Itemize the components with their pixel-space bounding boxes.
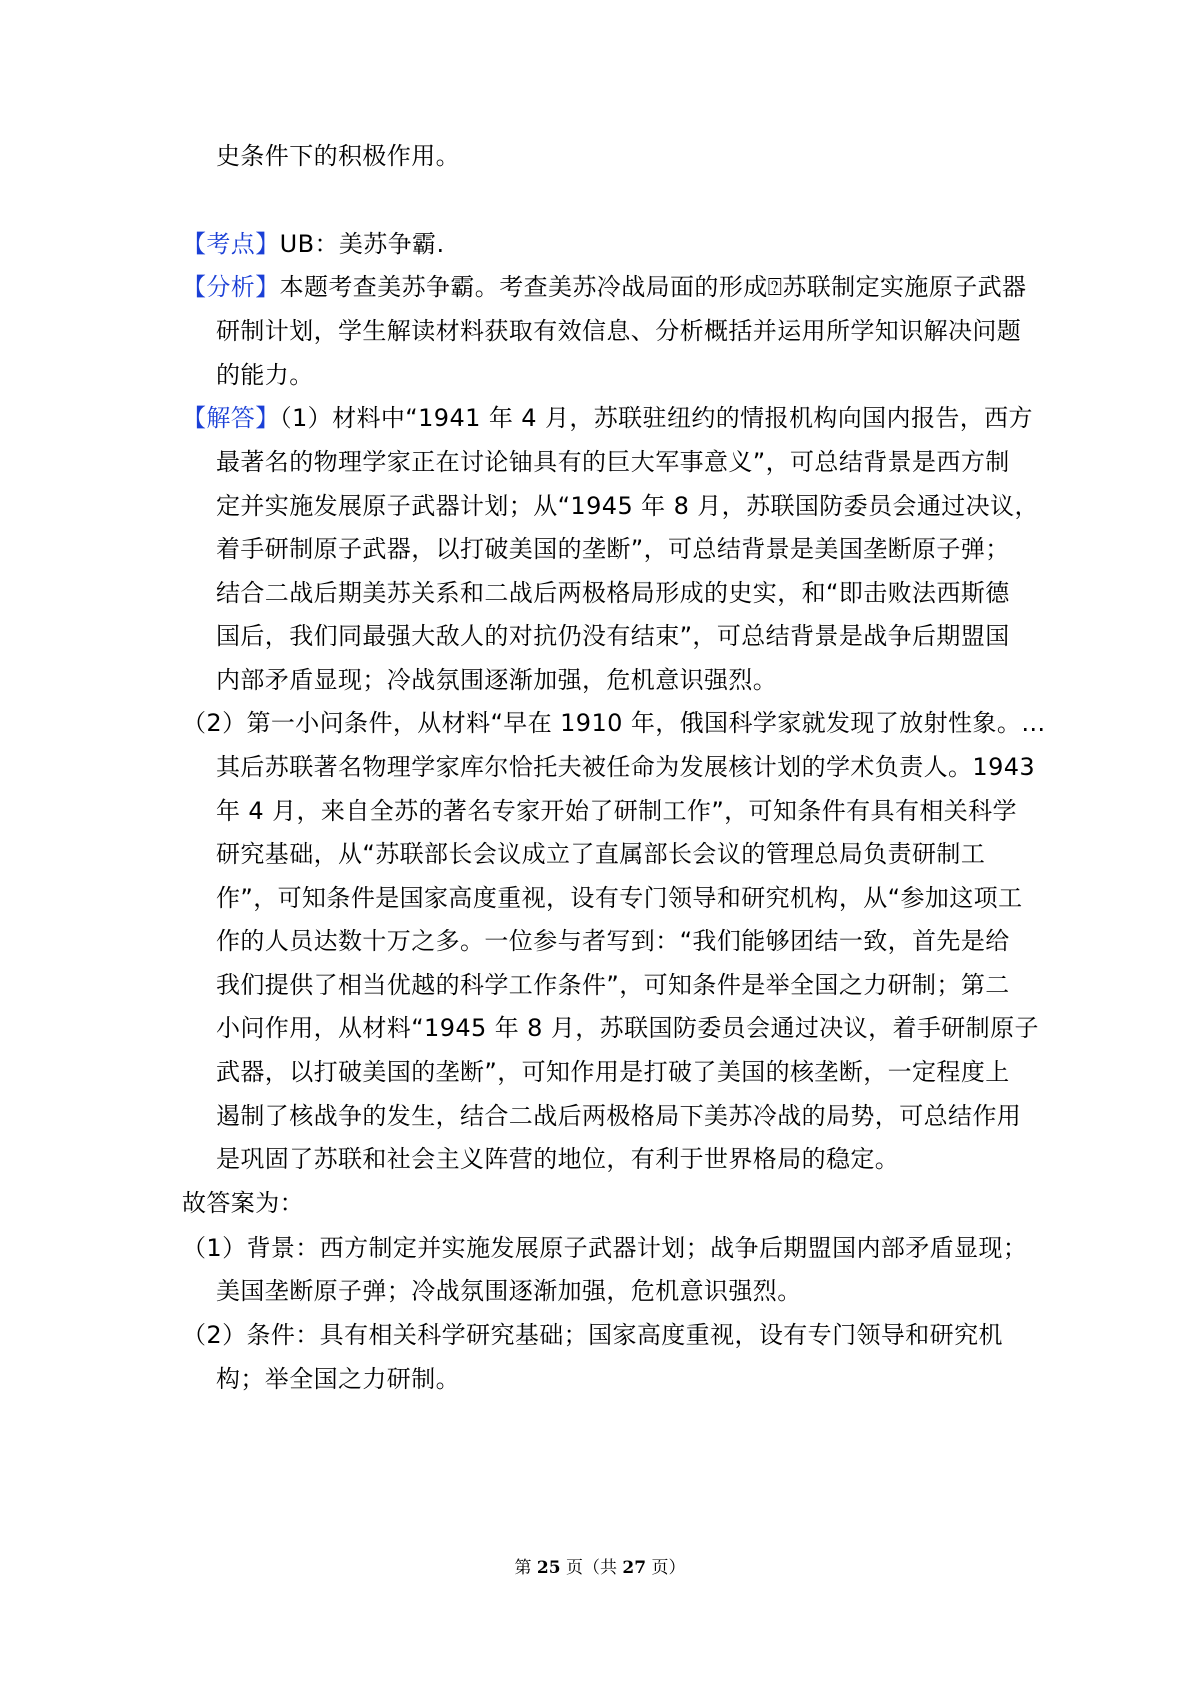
answer-intro: 故答案为： — [182, 1189, 304, 1217]
part2-line-9: 武器，以打破美国的垄断”，可知作用是打破了美国的核垄断，一定程度上 — [216, 1058, 1010, 1086]
answer2-line-2: 构；举全国之力研制。 — [216, 1365, 460, 1393]
jieda-line-5: 结合二战后期美苏关系和二战后两极格局形成的史实，和“即击败法西斯德 — [216, 579, 1010, 607]
footer-total-pages: 27 — [622, 1558, 647, 1578]
jieda-line-3: 定并实施发展原子武器计划；从“1945 年 8 月，苏联国防委员会通过决议， — [216, 492, 1039, 520]
footer-middle: 页（共 — [560, 1558, 623, 1578]
jieda-line-2: 最著名的物理学家正在讨论铀具有的巨大军事意义”，可总结背景是西方制 — [216, 448, 1010, 476]
jieda-text-1: （1）材料中“1941 年 4 月，苏联驻纽约的情报机构向国内报告，西方 — [279, 404, 1033, 432]
footer-page-number: 25 — [536, 1558, 561, 1578]
kaodian-text: UB：美苏争霸. — [279, 230, 445, 258]
part2-line-4: 研究基础，从“苏联部长会议成立了直属部长会议的管理总局负责研制工 — [216, 840, 986, 868]
part2-line-2: 其后苏联著名物理学家库尔恰托夫被任命为发展核计划的学术负责人。1943 — [216, 753, 1036, 781]
continued-line: 史条件下的积极作用。 — [216, 142, 460, 170]
kaodian-line — [182, 228, 444, 260]
part2-line-8: 小问作用，从材料“1945 年 8 月，苏联国防委员会通过决议，着手研制原子 — [216, 1014, 1039, 1042]
jieda-line-6: 国后，我们同最强大敌人的对抗仍没有结束”，可总结背景是战争后期盟国 — [216, 622, 1010, 650]
answer1-line-2: 美国垄断原子弹；冷战氛围逐渐加强，危机意识强烈。 — [216, 1277, 802, 1305]
fenxi-line-2: 研制计划，学生解读材料获取有效信息、分析概括并运用所学知识解决问题 — [216, 317, 1022, 345]
fenxi-line-1 — [182, 271, 1026, 303]
answer1-line-1: （1）背景：西方制定并实施发展原子武器计划；战争后期盟国内部矛盾显现； — [182, 1234, 1028, 1262]
part2-line-1: （2）第一小问条件，从材料“早在 1910 年，俄国科学家就发现了放射性象。… — [182, 709, 1046, 737]
part2-line-3: 年 4 月，来自全苏的著名专家开始了研制工作”，可知条件有具有相关科学 — [216, 797, 1017, 825]
part2-line-6: 作的人员达数十万之多。一位参与者写到：“我们能够团结一致，首先是给 — [216, 927, 1010, 955]
part2-line-7: 我们提供了相当优越的科学工作条件”，可知条件是举全国之力研制；第二 — [216, 971, 1010, 999]
part2-line-5: 作”，可知条件是国家高度重视，设有专门领导和研究机构，从“参加这项工 — [216, 884, 1023, 912]
part2-line-10: 遏制了核战争的发生，结合二战后两极格局下美苏冷战的局势，可总结作用 — [216, 1102, 1022, 1130]
part2-line-11: 是巩固了苏联和社会主义阵营的地位，有利于世界格局的稳定。 — [216, 1145, 900, 1173]
fenxi-line-3: 的能力。 — [216, 361, 314, 389]
jieda-line-7: 内部矛盾显现；冷战氛围逐渐加强，危机意识强烈。 — [216, 666, 778, 694]
footer-prefix: 第 — [514, 1558, 537, 1578]
kaodian-tag: 【考点】 — [182, 230, 280, 258]
fenxi-tag: 【分析】 — [182, 273, 280, 301]
jieda-line-4: 着手研制原子武器，以打破美国的垄断”，可总结背景是美国垄断原子弹； — [216, 535, 1010, 563]
jieda-tag: 【解答】 — [182, 404, 280, 432]
page-footer — [0, 1556, 1200, 1580]
footer-suffix: 页） — [646, 1558, 686, 1578]
fenxi-text-1: 本题考查美苏争霸。考查美苏冷战局面的形成⍰苏联制定实施原子武器 — [279, 273, 1027, 301]
answer2-line-1: （2）条件：具有相关科学研究基础；国家高度重视，设有专门领导和研究机 — [182, 1321, 1003, 1349]
jieda-line-1 — [182, 402, 1033, 434]
